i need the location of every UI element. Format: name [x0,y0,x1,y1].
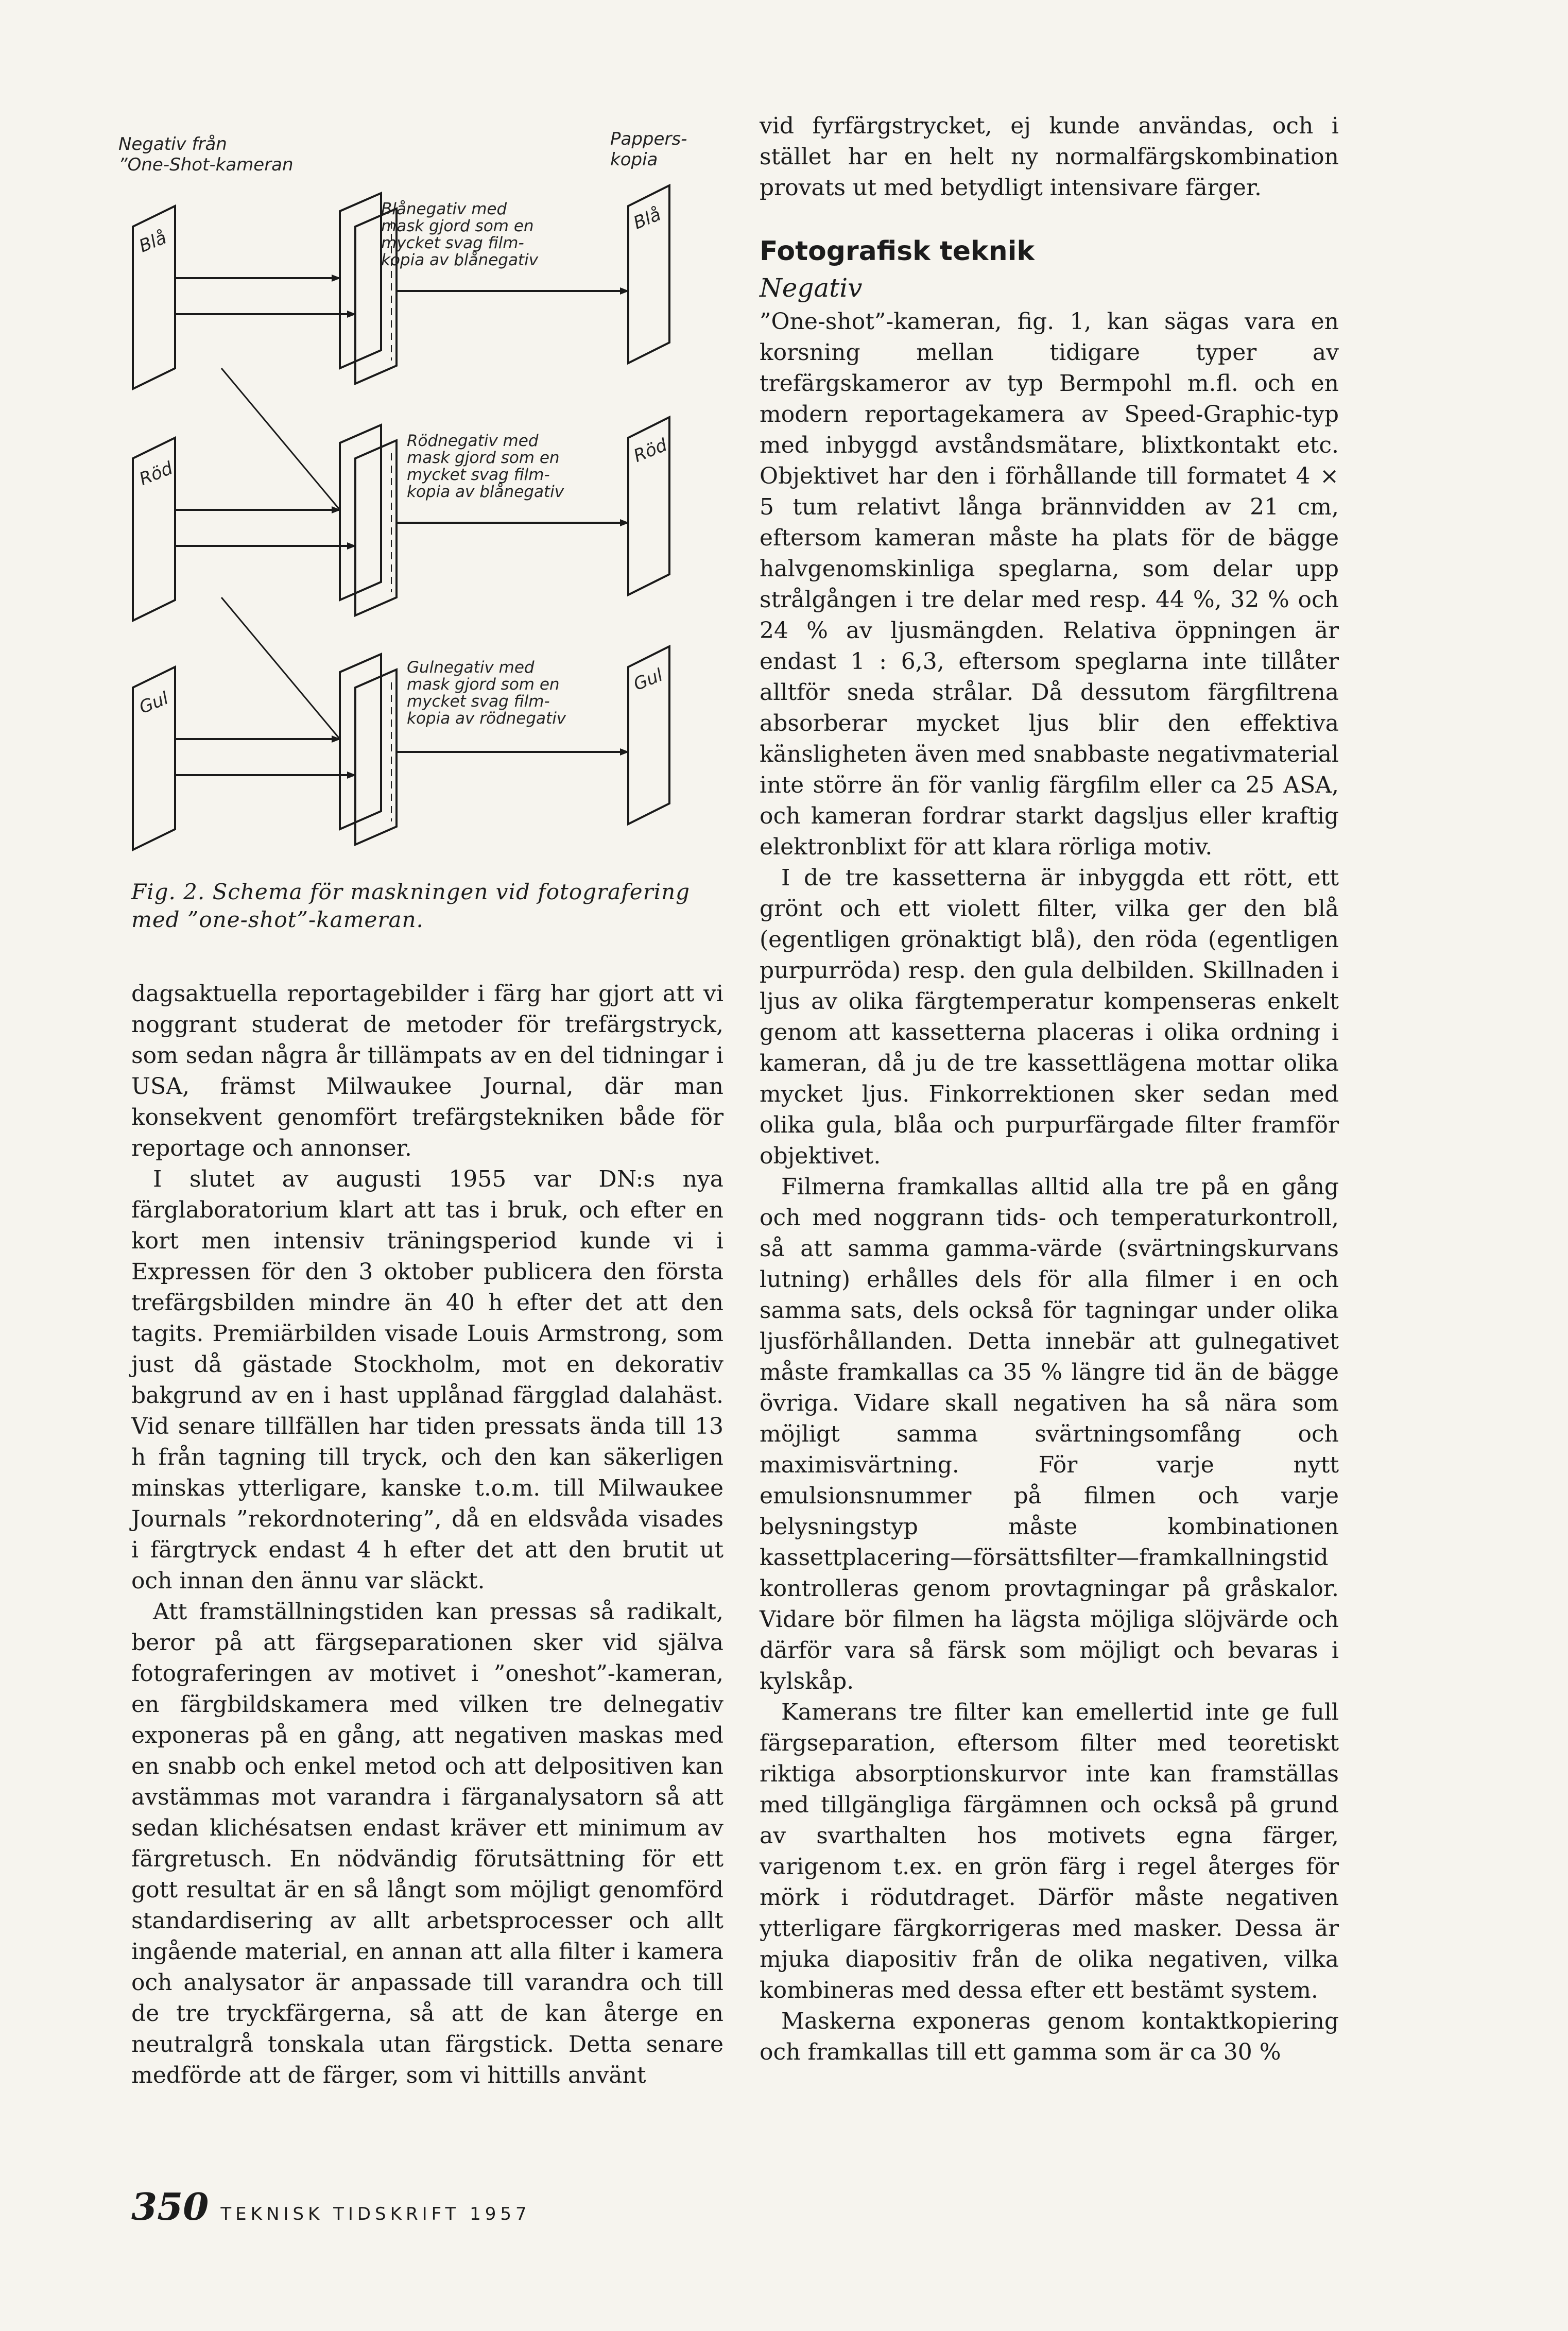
mask-frame-bla [340,193,381,368]
print-label-bla: Blå [630,204,664,234]
page-footer [131,2185,531,2229]
mask-description-rod [407,433,564,501]
figure-label-target-line1: Pappers- [610,129,687,149]
mask-line: kopia av blånegativ [381,251,539,269]
journal-name: TEKNISK TIDSKRIFT 1957 [220,2204,531,2224]
figure-mask-schema [118,103,726,865]
mask-line: kopia av blånegativ [407,483,564,501]
sub-heading: Negativ [760,273,863,303]
mask-line: Rödnegativ med [407,432,539,450]
paragraph-intro: vid fyrfärgstrycket, ej kunde användas, och i stället har en helt ny normalfärgskombination provats ut med betydligt intensivare färger. [760,113,1339,201]
negative-label-bla: Blå [136,227,170,257]
print-label-gul: Gul [630,664,666,695]
paragraph: Filmerna framkallas alltid alla tre på en gång och med noggrann tids- och temperaturkontroll, så att samma gamma-värde (svärtningskurvans lutning) erhålles dels för alla filmer i en och samma sats, dels också för tagningar under olika ljusförhållanden. Detta innebär att gulnegativet måste framkallas ca 35 % längre tid än de bägge övriga. Vidare skall negativen ha så nära som möjligt samma svärtningsomfång och maximisvärtning. För varje nytt emulsionsnummer på filmen och varje belysningstyp måste kombinationen kassettplacering—försättsfilter—framkallningstid kontrolleras genom provtagningar på gråskalor. Vidare bör filmen ha lägsta möjliga slöjvärde och därför vara så färsk som möjligt och bevaras i kylskåp. [760,1174,1339,1694]
mask-line: mask gjord som en [381,217,534,235]
right-column [760,111,1339,2068]
paragraph: Att framställningstiden kan pressas så radikalt, beror på att färgseparationen sker vid själva fotograferingen av motivet i ”oneshot”-kameran, en färgbildskamera med vilken tre delnegativ exponeras på en gång, att negativen maskas med en snabb och enkel metod och att delpositiven kan avstämmas mot varandra i färganalysatorn så att sedan klichésatsen endast kräver ett minimum av färgretusch. En nödvändig förutsättning för ett gott resultat är en så långt som möjligt genomförd standardisering av allt arbetsprocesser och allt ingående material, en annan att alla filter i kamera och analysator är anpassade till varandra och till de tre tryckfärgerna, så att de kan återge en neutralgrå tonskala utan färgstick. Detta senare medförde att de färger, som vi hittills använt [131,1599,723,2088]
negative-label-rod: Röd [136,458,176,490]
paragraph: ”One-shot”-kameran, fig. 1, kan sägas vara en korsning mellan tidigare typer av trefärgskameror av typ Bermpohl m.fl. och en modern reportagekamera av Speed-Graphic-typ med inbyggd avståndsmätare, blixtkontakt etc. Objektivet har den i förhållande till formatet 4 × 5 tum relativt långa brännvidden av 21 cm, eftersom kameran måste ha plats för de bägge halvgenomskinliga speglarna, som delar upp strålgången i tre delar med resp. 44 %, 32 % och 24 % av ljusmängden. Relativa öppningen är endast 1 : 6,3, eftersom speglarna inte tillåter alltför sneda strålar. Då dessutom färgfiltrena absorberar mycket ljus blir den effektiva känsligheten även med snabbaste negativmaterial inte större än för vanlig färgfilm eller ca 25 ASA, och kameran fordrar starkt dagsljus eller kraftig elektronblixt för att klara rörliga motiv. [760,308,1339,860]
figure-caption: Fig. 2. Schema för maskningen vid fotografering med ”one-shot”-kameran. [131,879,691,932]
mask-line: mycket svag film- [407,466,550,484]
figure-label-target [610,129,687,170]
figure-label-source [118,134,294,175]
paragraph: Maskerna exponeras genom kontaktkopiering och framkallas till ett gamma som är ca 30 % [760,2008,1339,2065]
figure-label-target-line2: kopia [610,149,658,170]
mask-description-gul [407,659,566,727]
mask-line: Gulnegativ med [407,658,535,677]
paragraph: I de tre kassetterna är inbyggda ett rött, ett grönt och ett violett filter, vilka ger den blå (egentligen grönaktigt blå), den röda (egentligen purpurröda) resp. den gula delbilden. Skillnaden i ljus av olika färgtemperatur kompenseras enkelt genom att kassetterna placeras i olika ordning i kameran, då ju de tre kassettlägena mottar olika mycket ljus. Finkorrektionen sker sedan med olika gula, blåa och purpurfärgade filter framför objektivet. [760,865,1339,1169]
figure-label-source-line1: Negativ från [118,134,227,155]
mask-line: Blånegativ med [381,200,507,218]
mask-line: mask gjord som en [407,449,560,467]
paragraph: Kamerans tre filter kan emellertid inte ge full färgseparation, eftersom filter med teoretiskt riktiga absorptionskurvor inte kan framställas med tillgängliga färgämnen och också på grund av svarthalten hos motivets egna färger, varigenom t.ex. en grön färg i regel återges för mörk i rödutdraget. Därför måste negativen ytterligare färgkorrigeras med masker. Dessa är mjuka diapositiv från de olika negativen, vilka kombineras med dessa efter ett bestämt system. [760,1699,1339,2003]
left-column [131,979,723,2091]
figure-label-source-line2: ”One-Shot-kameran [118,155,294,175]
mask-line: kopia av rödnegativ [407,709,566,728]
mask-frame-rod [340,425,381,600]
section-heading: Fotografisk teknik [760,236,1035,267]
paragraph: dagsaktuella reportagebilder i färg har gjort att vi noggrant studerat de metoder för trefärgstryck, som sedan några år tillämpats av en del tidningar i USA, främst Milwaukee Journal, där man konsekvent genomfört trefärgstekniken både för reportage och annonser. [131,981,723,1161]
mask-frame-gul [340,654,381,829]
mask-line: mycket svag film- [407,692,550,711]
negative-label-gul: Gul [136,688,171,718]
page-number: 350 [131,2185,209,2229]
mask-line: mask gjord som en [407,675,560,694]
print-label-rod: Röd [630,435,670,467]
mask-line: mycket svag film- [381,234,524,252]
mask-description-bla [381,201,538,269]
paragraph: I slutet av augusti 1955 var DN:s nya färglaboratorium klart att tas i bruk, och efter en kort men intensiv träningsperiod kunde vi i Expressen för den 3 oktober publicera den första trefärgsbilden mindre än 40 h efter det att den tagits. Premiärbilden visade Louis Armstrong, som just då gästade Stockholm, mot en dekorativ bakgrund av en i hast upplånad färgglad dalahäst. Vid senare tillfällen har tiden pressats ända till 13 h från tagning till tryck, och den kan säkerligen minskas ytterligare, kanske t.o.m. till Milwaukee Journals ”rekordnotering”, då en eldsvåda visades i färgtryck endast 4 h efter det att den brutit ut och innan den ännu var släckt. [131,1166,723,1594]
